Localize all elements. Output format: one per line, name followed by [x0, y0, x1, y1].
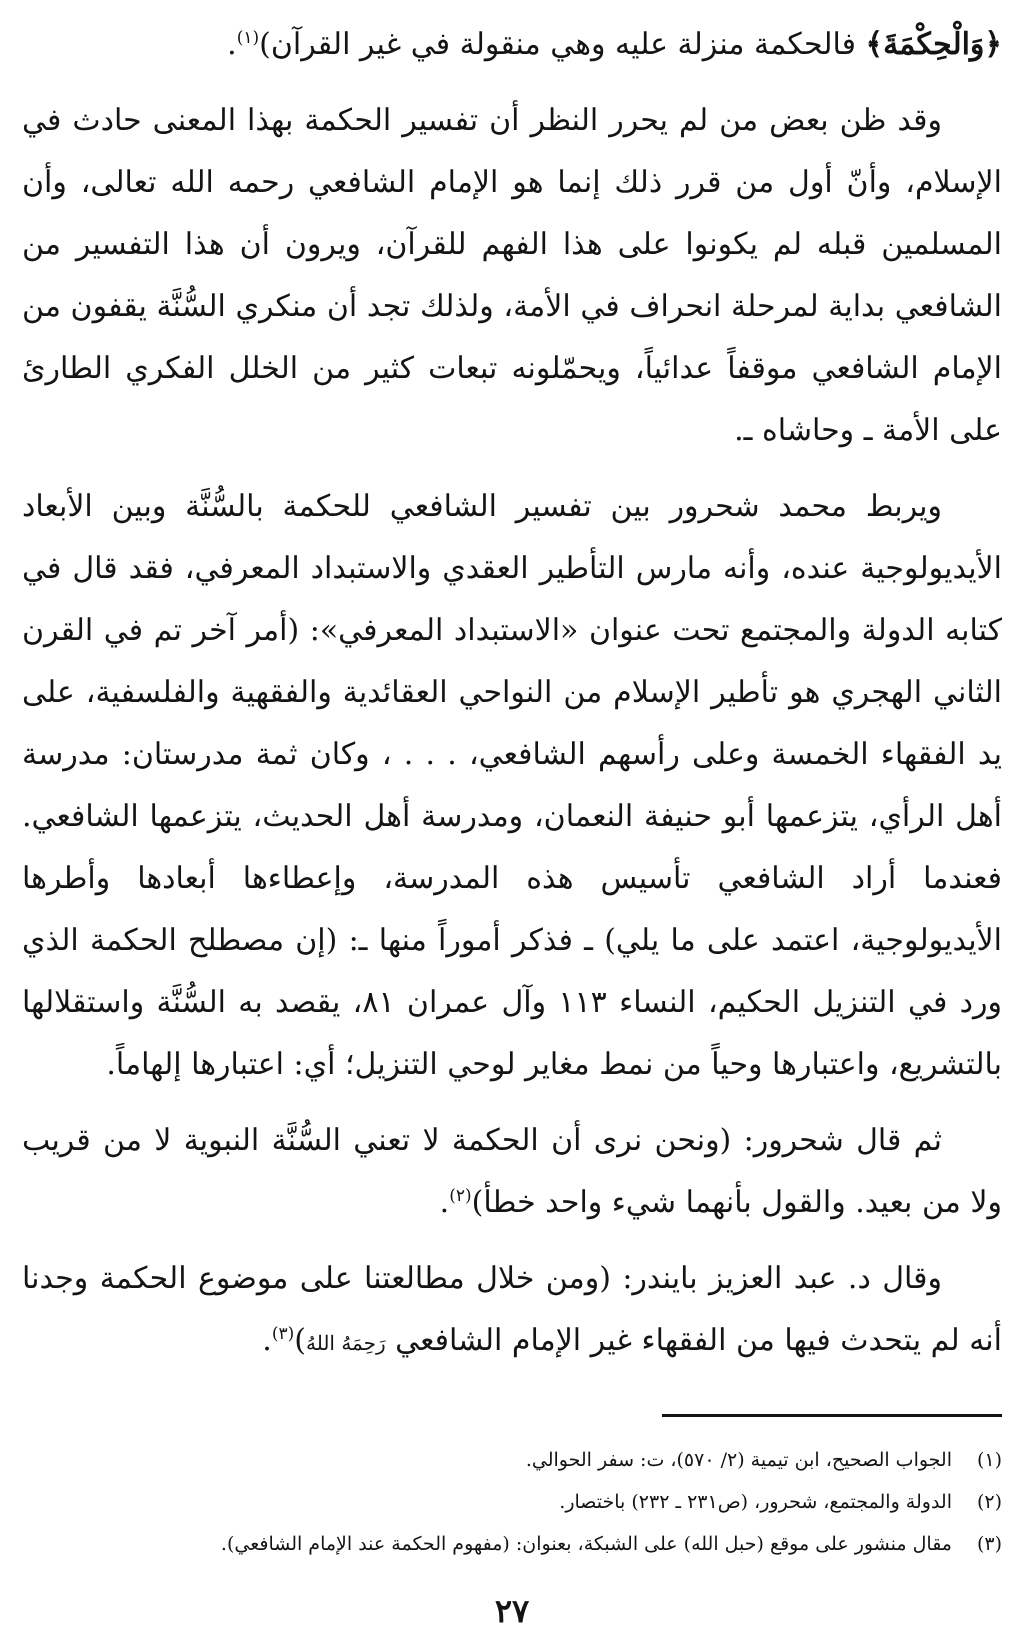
paragraph-5-text: وقال د. عبد العزيز بايندر: (ومن خلال مطالعتنا على موضوع الحكمة وجدنا أنه لم يتحدث فيها من الفقهاء غير الإمام الشافعي [22, 1261, 1002, 1358]
footnote-ref-1[interactable]: (١) [236, 28, 260, 48]
footnote-text: مقال منشور على موقع (حبل الله) على الشبكة، بعنوان: (مفهوم الحكمة عند الإمام الشافعي). [220, 1533, 952, 1555]
paragraph-gap [22, 76, 1002, 90]
paragraph-5-close: ) [294, 1323, 306, 1358]
page-number: ٢٧ [494, 1592, 530, 1630]
paragraph-4 [22, 1110, 1002, 1234]
footnote-3 [22, 1523, 1002, 1565]
paragraph-5-end: . [262, 1323, 272, 1358]
paragraph-1-end: . [227, 27, 237, 62]
footnote-2 [22, 1481, 1002, 1523]
honorific-phrase: رَحِمَهُ اللهُ [305, 1331, 386, 1355]
quran-phrase: ﴿وَالْحِكْمَةَ﴾ [865, 27, 1002, 62]
paragraph-2: وقد ظن بعض من لم يحرر النظر أن تفسير الحكمة بهذا المعنى حادث في الإسلام، وأنّ أول من قرر ذلك إنما هو الإمام الشافعي رحمه الله تعالى، وأن المسلمين قبله لم يكونوا على هذا الفهم للقرآن، ويرون أن هذا التفسير من الشافعي بداية لمرحلة انحراف في الأمة، ولذلك تجد أن منكري السُّنَّة يقفون من الإمام الشافعي موقفاً عدائياً، ويحمّلونه تبعات كثير من الخلل الفكري الطارئ على الأمة ـ وحاشاه ـ. [22, 103, 1002, 448]
paragraph-gap [22, 1096, 1002, 1110]
footnote-number: (١) [976, 1449, 1002, 1471]
paragraph-1-text: فالحكمة منزلة عليه وهي منقولة في غير القرآن) [259, 27, 866, 62]
page-content [22, 14, 1002, 1565]
footnote-number: (٢) [976, 1491, 1002, 1513]
footnote-text: الدولة والمجتمع، شحرور، (ص٢٣١ ـ ٢٣٢) باختصار. [559, 1491, 952, 1513]
footnote-1 [22, 1439, 1002, 1481]
paragraph-5 [22, 1248, 1002, 1374]
paragraph-4-end: . [439, 1185, 450, 1220]
paragraph-3: ويربط محمد شحرور بين تفسير الشافعي للحكمة بالسُّنَّة وبين الأبعاد الأيديولوجية عنده، وأنه مارس التأطير العقدي والاستبداد المعرفي، فقد قال في كتابه الدولة والمجتمع تحت عنوان «الاستبداد المعرفي»: (أمر آخر تم في القرن الثاني الهجري هو تأطير الإسلام من النواحي العقائدية والفقهية والفلسفية، على يد الفقهاء الخمسة وعلى رأسهم الشافعي، . . . ، وكان ثمة مدرستان: مدرسة أهل الرأي، يتزعمها أبو حنيفة النعمان، ومدرسة أهل الحديث، يتزعمها الشافعي. فعندما أراد الشافعي تأسيس هذه المدرسة، وإعطاءها أبعادها وأطرها الأيديولوجية، اعتمد على ما يلي) ـ فذكر أموراً منها ـ: (إن مصطلح الحكمة الذي ورد في التنزيل الحكيم، النساء ١١٣ وآل عمران ٨١، يقصد به السُّنَّة واستقلالها بالتشريع، واعتبارها وحياً من نمط مغاير لوحي التنزيل؛ أي: اعتبارها إلهاماً. [22, 489, 1002, 1082]
footnote-ref-3[interactable]: (٣) [271, 1324, 295, 1344]
footnote-ref-2[interactable]: (٢) [449, 1186, 472, 1206]
paragraph-1 [22, 14, 1002, 76]
footnote-text: الجواب الصحيح، ابن تيمية (٢/ ٥٧٠)، ت: سفر الحوالي. [525, 1449, 952, 1471]
footnote-separator [662, 1414, 1002, 1417]
paragraph-gap [22, 1234, 1002, 1248]
paragraph-gap [22, 462, 1002, 476]
paragraph-4-text: ثم قال شحرور: (ونحن نرى أن الحكمة لا تعني السُّنَّة النبوية لا من قريب ولا من بعيد. والقول بأنهما شيء واحد خطأ) [22, 1123, 1002, 1220]
footnote-number: (٣) [976, 1533, 1002, 1555]
footnotes [22, 1439, 1002, 1565]
